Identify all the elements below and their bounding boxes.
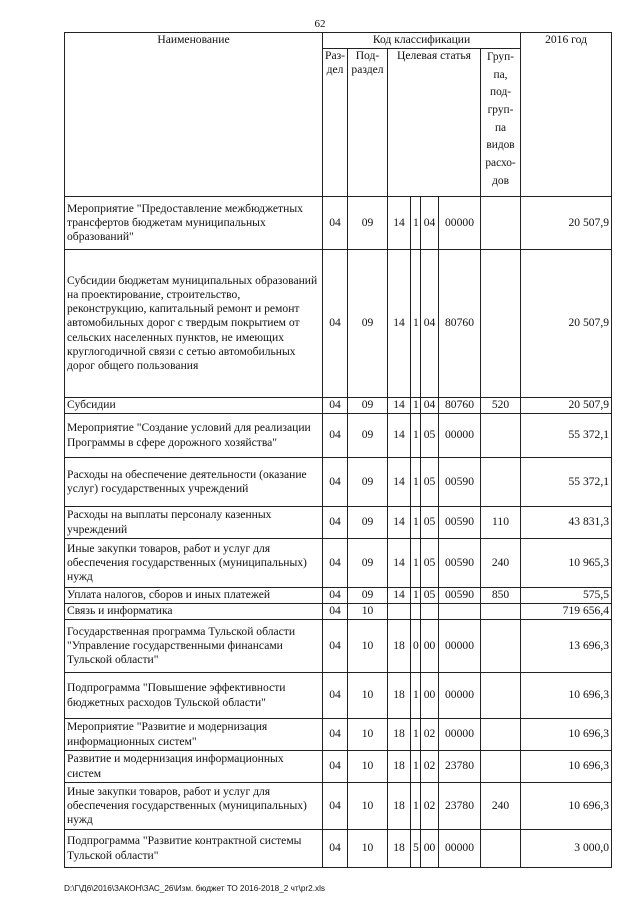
- table-row: [65, 507, 612, 539]
- row-section: 04: [323, 620, 348, 673]
- row-program-code: 18: [388, 830, 411, 868]
- header-section: Раз-дел: [323, 49, 348, 197]
- row-expense-group: 850: [481, 588, 521, 604]
- row-name: Мероприятие "Предоставление межбюджетных трансфертов бюджетам муниципальных образований": [65, 197, 323, 250]
- row-subprogram-code: 1: [411, 673, 421, 719]
- row-subsection: 09: [348, 197, 388, 250]
- row-expense-group: [481, 620, 521, 673]
- row-direction-code: 80760: [439, 250, 481, 398]
- row-amount: 13 696,3: [521, 620, 612, 673]
- row-section: 04: [323, 751, 348, 783]
- row-amount: 10 965,3: [521, 539, 612, 588]
- row-name: Подпрограмма "Повышение эффективности бюджетных расходов Тульской области": [65, 673, 323, 719]
- row-subsection: 10: [348, 751, 388, 783]
- row-name: Уплата налогов, сборов и иных платежей: [65, 588, 323, 604]
- table-row: [65, 783, 612, 830]
- row-name: Связь и информатика: [65, 604, 323, 620]
- row-section: 04: [323, 197, 348, 250]
- row-expense-group: [481, 414, 521, 458]
- row-program-code: 14: [388, 539, 411, 588]
- table-row: [65, 673, 612, 719]
- row-expense-group: [481, 719, 521, 751]
- row-expense-group: [481, 604, 521, 620]
- row-program-code: 14: [388, 250, 411, 398]
- table-row: [65, 250, 612, 398]
- row-section: 04: [323, 414, 348, 458]
- row-subsection: 10: [348, 830, 388, 868]
- row-measure-code: 05: [421, 539, 439, 588]
- row-measure-code: 04: [421, 197, 439, 250]
- table-row: [65, 414, 612, 458]
- row-program-code: 14: [388, 398, 411, 414]
- row-expense-group: [481, 751, 521, 783]
- row-expense-group: [481, 250, 521, 398]
- row-section: 04: [323, 604, 348, 620]
- row-program-code: 14: [388, 458, 411, 507]
- row-section: 04: [323, 783, 348, 830]
- row-program-code: 18: [388, 719, 411, 751]
- row-subprogram-code: 1: [411, 398, 421, 414]
- row-measure-code: 05: [421, 414, 439, 458]
- row-amount: 20 507,9: [521, 398, 612, 414]
- header-classification: Код классификации: [323, 33, 521, 49]
- row-measure-code: 00: [421, 620, 439, 673]
- table-row: [65, 751, 612, 783]
- row-subprogram-code: 1: [411, 507, 421, 539]
- row-name: Мероприятие "Развитие и модернизация информационных систем": [65, 719, 323, 751]
- row-measure-code: 02: [421, 751, 439, 783]
- row-amount: 10 696,3: [521, 673, 612, 719]
- row-measure-code: 05: [421, 458, 439, 507]
- row-section: 04: [323, 398, 348, 414]
- header-subsection: Под-раздел: [348, 49, 388, 197]
- row-direction-code: 00000: [439, 830, 481, 868]
- row-direction-code: 00000: [439, 197, 481, 250]
- row-subsection: 10: [348, 719, 388, 751]
- row-direction-code: 00000: [439, 719, 481, 751]
- row-subprogram-code: 1: [411, 458, 421, 507]
- table-row: [65, 830, 612, 868]
- row-direction-code: 00000: [439, 673, 481, 719]
- header-year: 2016 год: [521, 33, 612, 197]
- row-measure-code: 02: [421, 783, 439, 830]
- row-amount: 10 696,3: [521, 719, 612, 751]
- row-expense-group: 110: [481, 507, 521, 539]
- row-section: 04: [323, 507, 348, 539]
- row-subprogram-code: [411, 604, 421, 620]
- row-direction-code: 00590: [439, 507, 481, 539]
- row-subprogram-code: 1: [411, 414, 421, 458]
- row-amount: 20 507,9: [521, 250, 612, 398]
- row-measure-code: 04: [421, 250, 439, 398]
- row-section: 04: [323, 719, 348, 751]
- row-subsection: 09: [348, 507, 388, 539]
- row-direction-code: 00590: [439, 539, 481, 588]
- row-measure-code: 05: [421, 507, 439, 539]
- header-expense-group: Груп-па, под-груп-па видов расхо-дов: [481, 49, 521, 197]
- table-row: [65, 197, 612, 250]
- row-name: Иные закупки товаров, работ и услуг для обеспечения государственных (муниципальных) нужд: [65, 539, 323, 588]
- row-direction-code: 00590: [439, 588, 481, 604]
- table-row: [65, 604, 612, 620]
- row-program-code: [388, 604, 411, 620]
- row-amount: 719 656,4: [521, 604, 612, 620]
- row-section: 04: [323, 539, 348, 588]
- row-subsection: 10: [348, 673, 388, 719]
- row-program-code: 14: [388, 414, 411, 458]
- row-amount: 10 696,3: [521, 751, 612, 783]
- row-expense-group: 520: [481, 398, 521, 414]
- row-measure-code: 04: [421, 398, 439, 414]
- row-subsection: 09: [348, 458, 388, 507]
- row-direction-code: 00590: [439, 458, 481, 507]
- row-program-code: 18: [388, 620, 411, 673]
- file-path: D:\Г\Д6\2016\ЗАКОН\ЗАС_26\Изм. бюджет ТО 2016-2018_2 чт\pr2.xls: [64, 884, 325, 893]
- table-row: [65, 588, 612, 604]
- row-subsection: 09: [348, 398, 388, 414]
- row-name: Развитие и модернизация информационных систем: [65, 751, 323, 783]
- row-direction-code: 00000: [439, 620, 481, 673]
- row-section: 04: [323, 588, 348, 604]
- row-subprogram-code: 5: [411, 830, 421, 868]
- row-section: 04: [323, 250, 348, 398]
- row-expense-group: [481, 197, 521, 250]
- row-subprogram-code: 1: [411, 539, 421, 588]
- row-subprogram-code: 0: [411, 620, 421, 673]
- row-direction-code: [439, 604, 481, 620]
- row-subsection: 09: [348, 250, 388, 398]
- row-program-code: 14: [388, 197, 411, 250]
- row-program-code: 18: [388, 673, 411, 719]
- row-name: Субсидии: [65, 398, 323, 414]
- row-subprogram-code: 1: [411, 588, 421, 604]
- row-subprogram-code: 1: [411, 719, 421, 751]
- row-expense-group: 240: [481, 783, 521, 830]
- row-subsection: 09: [348, 539, 388, 588]
- row-amount: 20 507,9: [521, 197, 612, 250]
- row-subprogram-code: 1: [411, 783, 421, 830]
- row-name: Государственная программа Тульской области "Управление государственными финансами Тульской области": [65, 620, 323, 673]
- row-amount: 3 000,0: [521, 830, 612, 868]
- row-section: 04: [323, 830, 348, 868]
- header-name: Наименование: [65, 33, 323, 197]
- row-direction-code: 00000: [439, 414, 481, 458]
- row-subsection: 10: [348, 783, 388, 830]
- row-amount: 575,5: [521, 588, 612, 604]
- row-subsection: 10: [348, 604, 388, 620]
- row-name: Расходы на выплаты персоналу казенных учреждений: [65, 507, 323, 539]
- row-expense-group: 240: [481, 539, 521, 588]
- row-measure-code: 02: [421, 719, 439, 751]
- row-program-code: 14: [388, 588, 411, 604]
- row-measure-code: [421, 604, 439, 620]
- page-number: 62: [314, 18, 326, 30]
- table-row: [65, 458, 612, 507]
- table-row: [65, 719, 612, 751]
- row-section: 04: [323, 458, 348, 507]
- table-body: [65, 197, 612, 868]
- row-name: Субсидии бюджетам муниципальных образований на проектирование, строительство, реконструкцию, капитальный ремонт и ремонт автомобильных дорог с твердым покрытием от сельских населенных пунктов, не имеющих круглогодичной связи с сетью автомобильных дорог общего пользования: [65, 250, 323, 398]
- row-expense-group: [481, 673, 521, 719]
- row-amount: 43 831,3: [521, 507, 612, 539]
- row-subsection: 10: [348, 620, 388, 673]
- row-program-code: 14: [388, 507, 411, 539]
- row-subsection: 09: [348, 414, 388, 458]
- row-name: Подпрограмма "Развитие контрактной системы Тульской области": [65, 830, 323, 868]
- row-measure-code: 00: [421, 673, 439, 719]
- row-direction-code: 80760: [439, 398, 481, 414]
- row-expense-group: [481, 830, 521, 868]
- table-row: [65, 620, 612, 673]
- row-direction-code: 23780: [439, 783, 481, 830]
- row-measure-code: 05: [421, 588, 439, 604]
- row-subprogram-code: 1: [411, 250, 421, 398]
- row-section: 04: [323, 673, 348, 719]
- table-row: [65, 398, 612, 414]
- row-subprogram-code: 1: [411, 197, 421, 250]
- header-target-item: Целевая статья: [388, 49, 481, 197]
- row-name: Расходы на обеспечение деятельности (оказание услуг) государственных учреждений: [65, 458, 323, 507]
- row-measure-code: 00: [421, 830, 439, 868]
- row-expense-group: [481, 458, 521, 507]
- row-name: Иные закупки товаров, работ и услуг для обеспечения государственных (муниципальных) нужд: [65, 783, 323, 830]
- row-name: Мероприятие "Создание условий для реализации Программы в сфере дорожного хозяйства": [65, 414, 323, 458]
- row-direction-code: 23780: [439, 751, 481, 783]
- row-subsection: 09: [348, 588, 388, 604]
- table-row: [65, 539, 612, 588]
- row-program-code: 18: [388, 783, 411, 830]
- row-amount: 55 372,1: [521, 458, 612, 507]
- row-amount: 55 372,1: [521, 414, 612, 458]
- row-subprogram-code: 1: [411, 751, 421, 783]
- row-amount: 10 696,3: [521, 783, 612, 830]
- row-program-code: 18: [388, 751, 411, 783]
- budget-table: [64, 32, 612, 868]
